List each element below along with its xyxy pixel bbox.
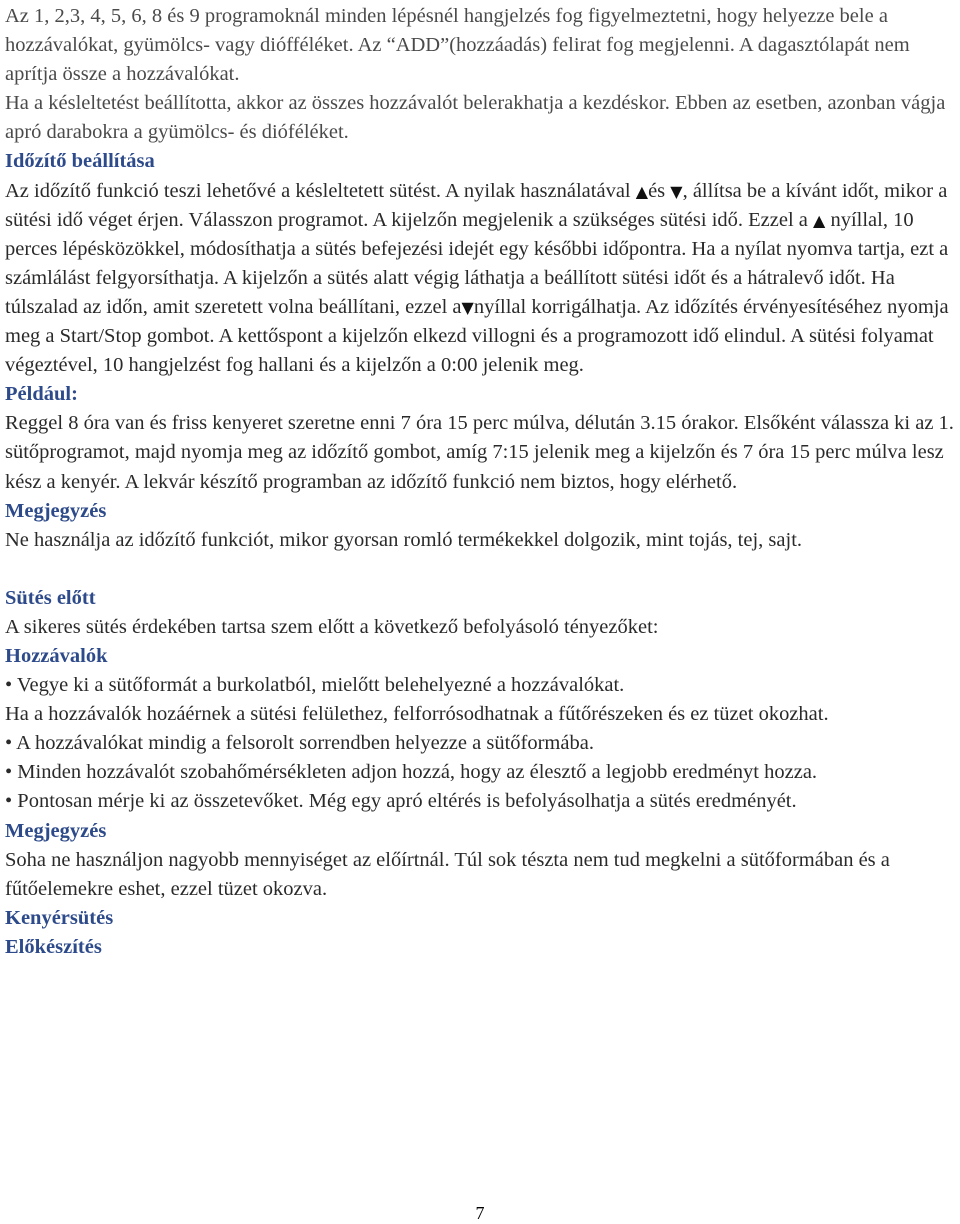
intro-paragraph-1: Az 1, 2,3, 4, 5, 6, 8 és 9 programoknál minden lépésnél hangjelzés fog figyelmeztetni, hogy helyezze bele a hozzávalókat, gyümölcs- vagy diófféléket. Az “ADD”(hozzáadás) felirat fog megjelenni. A dagasztólapát nem aprítja össze a hozzávalókat. xyxy=(5,5,910,86)
example-heading: Például: xyxy=(5,383,78,406)
up-arrow-icon: ▲ xyxy=(635,181,649,201)
ingredients-heading: Hozzávalók xyxy=(5,644,108,667)
ingredients-item: • A hozzávalókat mindig a felsorolt sorrendben helyezze a sütőformába. xyxy=(5,732,594,755)
preparation-heading: Előkészítés xyxy=(5,935,102,958)
up-arrow-icon: ▲ xyxy=(813,210,826,230)
timer-text-a: Az időzítő funkció teszi lehetővé a késleltetett sütést. A nyilak használatával xyxy=(5,179,636,202)
example-paragraph: Reggel 8 óra van és friss kenyeret szeretne enni 7 óra 15 perc múlva, délután 3.15 órakor. Elsőként válassza ki az 1. sütőprogramot, majd nyomja meg az időzítő gombot, amíg 7:15 jelenik meg a kijelzőn és 7 óra 15 perc múlva lesz kész a kenyér. A lekvár készítő programban az időzítő funkció nem biztos, hogy elérhető. xyxy=(5,412,954,493)
note-paragraph-2: Soha ne használjon nagyobb mennyiséget az előírtnál. Túl sok tészta nem tud megkelni a sütőformában és a fűtőelemekre eshet, ezzel tüzet okozva. xyxy=(5,848,890,900)
down-arrow-icon: ▼ xyxy=(670,181,683,201)
timer-paragraph xyxy=(5,177,955,381)
intro-paragraph-2: Ha a késleltetést beállította, akkor az összes hozzávalót belerakhatja a kezdéskor. Ebben az esetben, azonban vágja apró darabokra a gyümölcs- és dióféléket. xyxy=(5,92,946,144)
ingredients-item: • Vegye ki a sütőformát a burkolatból, mielőtt belehelyezné a hozzávalókat. xyxy=(5,674,625,697)
timer-text-c: , állítsa be a kívánt időt, mikor a sütési idő véget érjen. Válasszon programot. A kijelzőn megjelenik a szükséges sütési idő. Ezzel a xyxy=(5,179,948,231)
page-number: 7 xyxy=(475,1203,485,1223)
note-heading-2: Megjegyzés xyxy=(5,819,107,842)
ingredients-item: Ha a hozzávalók hozáérnek a sütési felülethez, felforrósodhatnak a fűtőrészeken és ez tüzet okozhat. xyxy=(5,703,829,726)
document-page xyxy=(5,2,955,962)
section-spacer xyxy=(5,555,955,584)
timer-heading: Időzítő beállítása xyxy=(5,150,155,173)
timer-text-b: és xyxy=(648,179,671,202)
down-arrow-icon: ▼ xyxy=(461,297,474,317)
note-paragraph: Ne használja az időzítő funkciót, mikor gyorsan romló termékekkel dolgozik, mint tojás, tej, sajt. xyxy=(5,528,803,551)
ingredients-item: • Minden hozzávalót szobahőmérsékleten adjon hozzá, hogy az élesztő a legjobb eredményt hozza. xyxy=(5,761,818,784)
timer-text-e: nyíllal korrigálhatja. Az időzítés érvényesítéséhez nyomja meg a Start/Stop gombot. A kettőspont a kijelzőn elkezd villogni és a programozott idő elindul. A sütési folyamat végeztével, 10 hangjelzést fog hallani és a kijelzőn a 0:00 jelenik meg. xyxy=(5,295,949,377)
before-baking-paragraph: A sikeres sütés érdekében tartsa szem előtt a következő befolyásoló tényezőket: xyxy=(5,615,659,638)
timer-text-d: nyíllal, 10 perces lépésközökkel, módosíthatja a sütés befejezési idejét egy későbbi időpontra. Ha a nyílat nyomva tartja, ezt a számlálást felgyorsíthatja. A kijelzőn a sütés alatt végig láthatja a beállított sütési időt és a hátralevő időt. Ha túlszalad az időn, amit szeretett volna beállítani, ezzel a xyxy=(5,208,949,318)
note-heading: Megjegyzés xyxy=(5,499,107,522)
before-baking-heading: Sütés előtt xyxy=(5,586,96,609)
bread-baking-heading: Kenyérsütés xyxy=(5,906,114,929)
ingredients-item: • Pontosan mérje ki az összetevőket. Még egy apró eltérés is befolyásolhatja a sütés eredményét. xyxy=(5,790,797,813)
